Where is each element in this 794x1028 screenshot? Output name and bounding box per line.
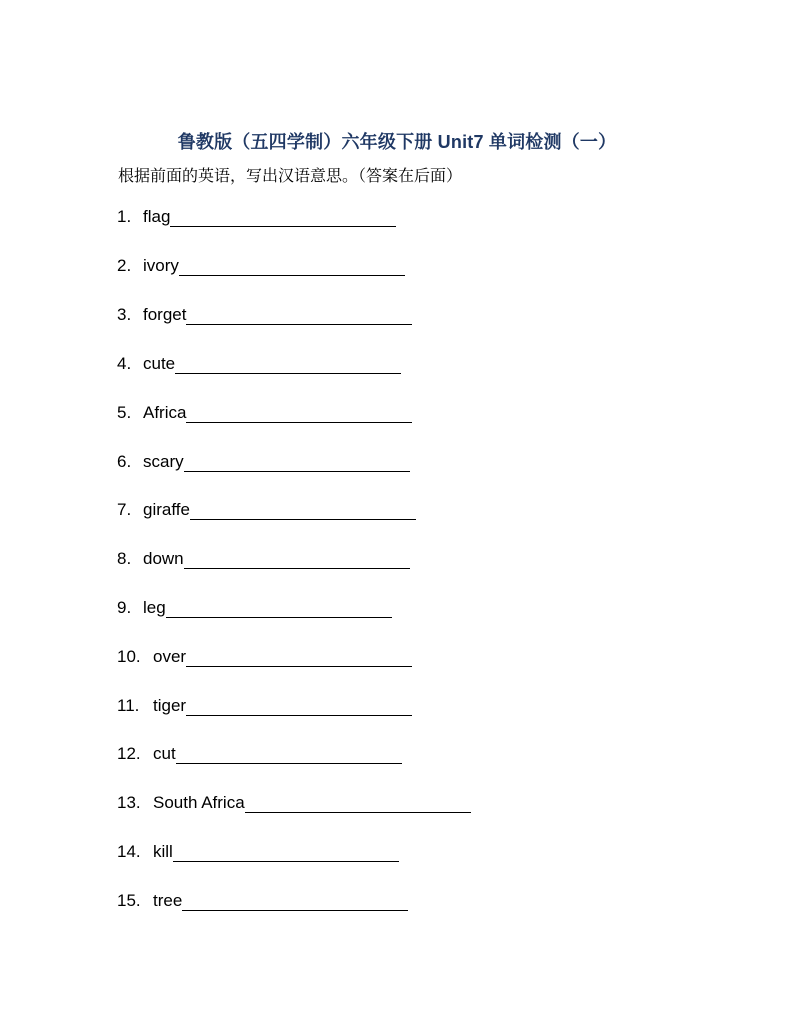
- item-word: cut: [153, 744, 176, 763]
- answer-blank[interactable]: [179, 259, 405, 276]
- item-word: South Africa: [153, 793, 245, 812]
- item-word: flag: [143, 207, 171, 226]
- item-word: down: [143, 549, 184, 568]
- worksheet-title: 鲁教版（五四学制）六年级下册 Unit7 单词检测（一）: [177, 132, 617, 152]
- item-word: cute: [143, 354, 176, 373]
- item-word: leg: [143, 598, 166, 617]
- item-word: Africa: [143, 403, 187, 422]
- item-word: ivory: [143, 256, 179, 275]
- item-word: over: [153, 647, 187, 666]
- answer-blank[interactable]: [186, 650, 412, 667]
- item-number: 2.: [117, 256, 132, 275]
- vocab-item: [117, 207, 396, 227]
- vocab-item: [117, 598, 392, 618]
- vocab-item: [117, 696, 412, 716]
- item-number: 4.: [117, 354, 132, 373]
- item-number: 14.: [117, 842, 141, 861]
- instruction-text: 根据前面的英语，写出汉语意思。（答案在后面）: [118, 168, 463, 185]
- answer-blank[interactable]: [182, 894, 408, 911]
- item-word: scary: [143, 452, 184, 471]
- item-number: 3.: [117, 305, 132, 324]
- answer-blank[interactable]: [176, 747, 402, 764]
- item-number: 6.: [117, 452, 132, 471]
- item-number: 7.: [117, 500, 132, 519]
- vocab-item: [117, 305, 412, 325]
- item-number: 11.: [117, 696, 140, 715]
- answer-blank[interactable]: [190, 503, 416, 520]
- vocab-item: [117, 354, 401, 374]
- vocab-item: [117, 500, 416, 520]
- item-word: forget: [143, 305, 187, 324]
- answer-blank[interactable]: [166, 601, 392, 618]
- vocab-item: [117, 842, 399, 862]
- vocab-item: [117, 793, 471, 813]
- item-word: kill: [153, 842, 173, 861]
- answer-blank[interactable]: [184, 455, 410, 472]
- answer-blank[interactable]: [170, 210, 396, 227]
- vocab-item: [117, 647, 412, 667]
- item-number: 12.: [117, 744, 141, 763]
- vocab-item: [117, 452, 410, 472]
- item-number: 9.: [117, 598, 132, 617]
- item-number: 15.: [117, 891, 141, 910]
- answer-blank[interactable]: [173, 845, 399, 862]
- item-word: tiger: [153, 696, 187, 715]
- item-number: 5.: [117, 403, 132, 422]
- item-number: 8.: [117, 549, 132, 568]
- answer-blank[interactable]: [175, 357, 401, 374]
- answer-blank[interactable]: [184, 552, 410, 569]
- item-word: giraffe: [143, 500, 190, 519]
- item-number: 1.: [117, 207, 132, 226]
- vocab-item: [117, 744, 402, 764]
- item-number: 13.: [117, 793, 141, 812]
- vocab-item: [117, 549, 410, 569]
- vocab-item: [117, 256, 405, 276]
- item-number: 10.: [117, 647, 141, 666]
- answer-blank[interactable]: [245, 796, 471, 813]
- answer-blank[interactable]: [186, 699, 412, 716]
- answer-blank[interactable]: [186, 308, 412, 325]
- answer-blank[interactable]: [186, 406, 412, 423]
- vocab-item: [117, 403, 412, 423]
- vocab-item: [117, 891, 408, 911]
- item-word: tree: [153, 891, 183, 910]
